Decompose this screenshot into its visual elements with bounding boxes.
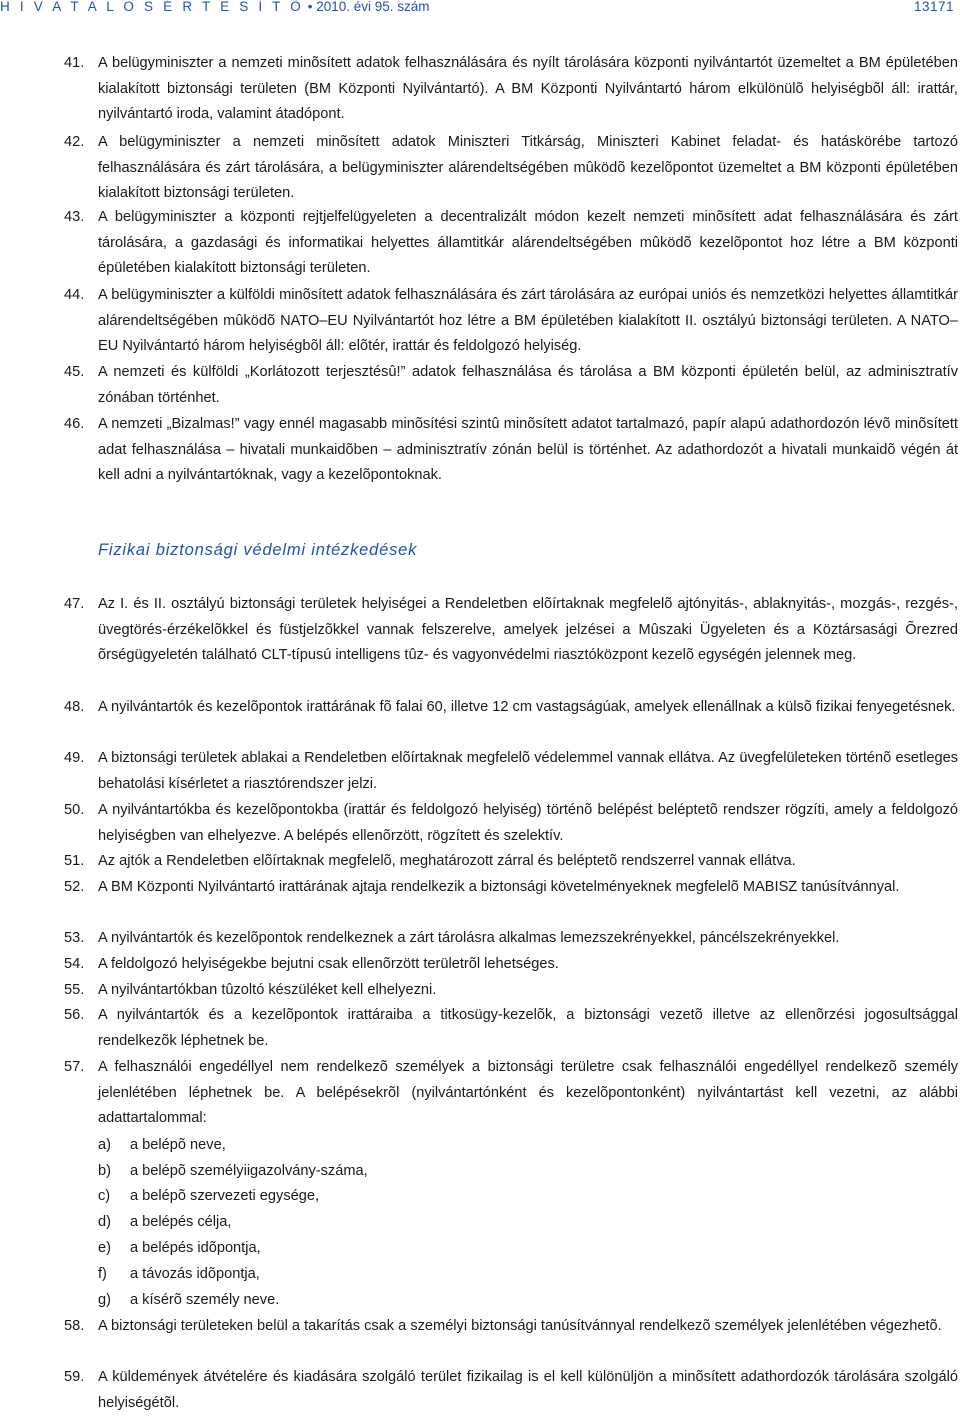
sub-item-text: a kísérõ személy neve. — [130, 1292, 280, 1308]
paragraph-number: 43. — [64, 209, 85, 225]
header-bullet: • — [307, 0, 313, 14]
paragraph-text: A küldemények átvételére és kiadására szolgáló terület fizikailag is el kell különüljön a minõsített adathordozók tárolására szolgáló helyiségétõl. — [98, 1369, 958, 1411]
paragraph-number: 57. — [64, 1059, 85, 1075]
sub-item-letter: a) — [98, 1137, 111, 1153]
paragraph-number: 41. — [64, 55, 85, 71]
sub-item-letter: d) — [98, 1214, 111, 1230]
page-header — [0, 0, 960, 14]
paragraph-number: 45. — [64, 364, 85, 380]
sub-item-text: a belépés célja, — [130, 1214, 232, 1230]
paragraph-text: A nyilvántartók és kezelõpontok irattárának fõ falai 60, illetve 12 cm vastagságúak, amelyek ellenállnak a külsõ fizikai fenyegetésnek. — [98, 699, 956, 715]
paragraph-number: 55. — [64, 982, 85, 998]
paragraph-text: A nemzeti és külföldi „Korlátozott terjesztésû!” adatok felhasználása és tárolása a BM központi épületén belül, az adminisztratív zónában történhet. — [98, 364, 958, 406]
paragraph-text: A belügyminiszter a nemzeti minõsített adatok felhasználására és nyílt tárolására központi nyilvántartót üzemeltet a BM épületében kialakított biztonsági területen (BM Központi Nyilvántartó). A BM Központi Nyilvántartó három elkülönülõ helyiségbõl áll: irattár, nyilvántartó iroda, valamint átadópont. — [98, 55, 958, 123]
sub-item-text: a távozás idõpontja, — [130, 1266, 260, 1282]
paragraph-number: 53. — [64, 930, 85, 946]
section-heading: Fizikai biztonsági védelmi intézkedések — [98, 541, 418, 559]
paragraph-number: 54. — [64, 956, 85, 972]
paragraph-text: Az ajtók a Rendeletben elõírtaknak megfelelõ, meghatározott zárral és beléptetõ rendszerrel vannak ellátva. — [98, 853, 796, 869]
sub-item-letter: g) — [98, 1292, 111, 1308]
paragraph-text: A nyilvántartókba és kezelõpontokba (irattár és feldolgozó helyiség) történõ belépést beléptetõ rendszer rögzíti, amely a feldolgozó helyiségben van elhelyezve. A belépés ellenõrzött, rögzített és szelektív. — [98, 802, 958, 844]
paragraph-text: A belügyminiszter a külföldi minõsített adatok felhasználására és zárt tárolására az európai uniós és nemzetközi helyettes államtitkár alárendeltségében mûködõ NATO–EU Nyilvántartót hoz létre a BM épületében kialakított II. osztályú biztonsági területen. A NATO–EU Nyilvántartó három helyiségbõl áll: elõtér, irattár és feldolgozó helyiség. — [98, 287, 958, 355]
paragraph-number: 50. — [64, 802, 85, 818]
paragraph-text: A nemzeti „Bizalmas!” vagy ennél magasabb minõsítési szintû minõsített adatot tartalmazó, papír alapú adathordozón lévõ minõsített adat felhasználása – hivatali munkaidõben – adminisztratív zónán belül is történhet. Az adathordozót a hivatali munkaidõ végén át kell adni a nyilvántartóknak, vagy a kezelõpontoknak. — [98, 416, 958, 484]
paragraph-text: A nyilvántartók és a kezelõpontok irattáraiba a titkosügy-kezelõk, a biztonsági vezetõ illetve az ellenõrzési jogosultsággal rendelkezõk léphetnek be. — [98, 1007, 958, 1049]
paragraph-text: A biztonsági területek ablakai a Rendeletben elõírtaknak megfelelõ védelemmel vannak ellátva. Az üvegfelületeken történõ esetleges behatolási kísérletet a riasztórendszer jelzi. — [98, 750, 958, 792]
sub-item-text: a belépés idõpontja, — [130, 1240, 261, 1256]
sub-item-letter: f) — [98, 1266, 107, 1282]
page-number: 13171 — [913, 0, 954, 14]
paragraph-text: A nyilvántartókban tûzoltó készüléket kell elhelyezni. — [98, 982, 437, 998]
sub-item-text: a belépõ szervezeti egysége, — [130, 1188, 320, 1204]
issue-number: 2010. évi 95. szám — [316, 0, 430, 14]
sub-item-letter: b) — [98, 1163, 111, 1179]
paragraph-number: 56. — [64, 1007, 85, 1023]
paragraph-text: A felhasználói engedéllyel nem rendelkezõ személyek a biztonsági területre csak felhasználói engedéllyel rendelkezõ személy jelenlétében léphetnek be. A belépésekrõl (nyilvántartónként és kezelõpontonként) nyilvántartást kell vezetni, az alábbi adattartalommal: — [98, 1059, 958, 1127]
paragraph-text: A nyilvántartók és kezelõpontok rendelkeznek a zárt tárolásra alkalmas lemezszekrényekkel, páncélszekrényekkel. — [98, 930, 840, 946]
paragraph-number: 44. — [64, 287, 85, 303]
paragraph-number: 48. — [64, 699, 85, 715]
sub-item-letter: e) — [98, 1240, 111, 1256]
paragraph-text: A BM Központi Nyilvántartó irattárának ajtaja rendelkezik a biztonsági követelményeknek megfelelõ MABISZ tanúsítvánnyal. — [98, 879, 900, 895]
paragraph-number: 52. — [64, 879, 85, 895]
paragraph-number: 42. — [64, 134, 85, 150]
paragraph-number: 51. — [64, 853, 85, 869]
paragraph-number: 49. — [64, 750, 85, 766]
paragraph-text: A feldolgozó helyiségekbe bejutni csak ellenõrzött területrõl lehetséges. — [98, 956, 559, 972]
paragraph-text: A biztonsági területeken belül a takarítás csak a személyi biztonsági tanúsítvánnyal rendelkezõ személyek jelenlétében végezhetõ. — [98, 1318, 942, 1334]
paragraph-number: 47. — [64, 596, 85, 612]
sub-item-letter: c) — [98, 1188, 111, 1204]
sub-item-text: a belépõ személyiigazolvány-száma, — [130, 1163, 368, 1179]
paragraph-number: 59. — [64, 1369, 85, 1385]
paragraph-text: A belügyminiszter a központi rejtjelfelügyeleten a decentralizált módon kezelt nemzeti minõsített adat felhasználására és zárt tárolására, a gazdasági és informatikai helyettes államtitkár alárendeltségében mûködõ kezelõpontot hoz létre a BM központi épületében kialakított biztonsági területen. — [98, 209, 958, 277]
sub-item-text: a belépõ neve, — [130, 1137, 226, 1153]
paragraph-number: 46. — [64, 416, 85, 432]
paragraph-number: 58. — [64, 1318, 85, 1334]
paragraph-text: Az I. és II. osztályú biztonsági területek helyiségei a Rendeletben elõírtaknak megfelelõ ajtónyitás-, ablaknyitás-, mozgás-, rezgés-, üvegtörés-érzékelõkkel és füstjelzõkkel vannak felszerelve, amelyek jelzései a Mûszaki Ügyeleten és a Köztársasági Õrezred õrségügyeletén található CLT-típusú intelligens tûz- és vagyonvédelmi riasztóközpont kezelõ egységén jelennek meg. — [98, 596, 958, 664]
header-left — [0, 0, 430, 14]
publication-title: H I V A T A L O S É R T E S Í T Õ — [0, 0, 304, 14]
paragraph-text: A belügyminiszter a nemzeti minõsített adatok Miniszteri Titkárság, Miniszteri Kabinet feladat- és hatáskörébe tartozó felhasználására és zárt tárolására, a belügyminiszter alárendeltségében mûködõ kezelõpontot üzemeltet a BM központi épületében kialakított biztonsági területen. — [98, 134, 958, 202]
